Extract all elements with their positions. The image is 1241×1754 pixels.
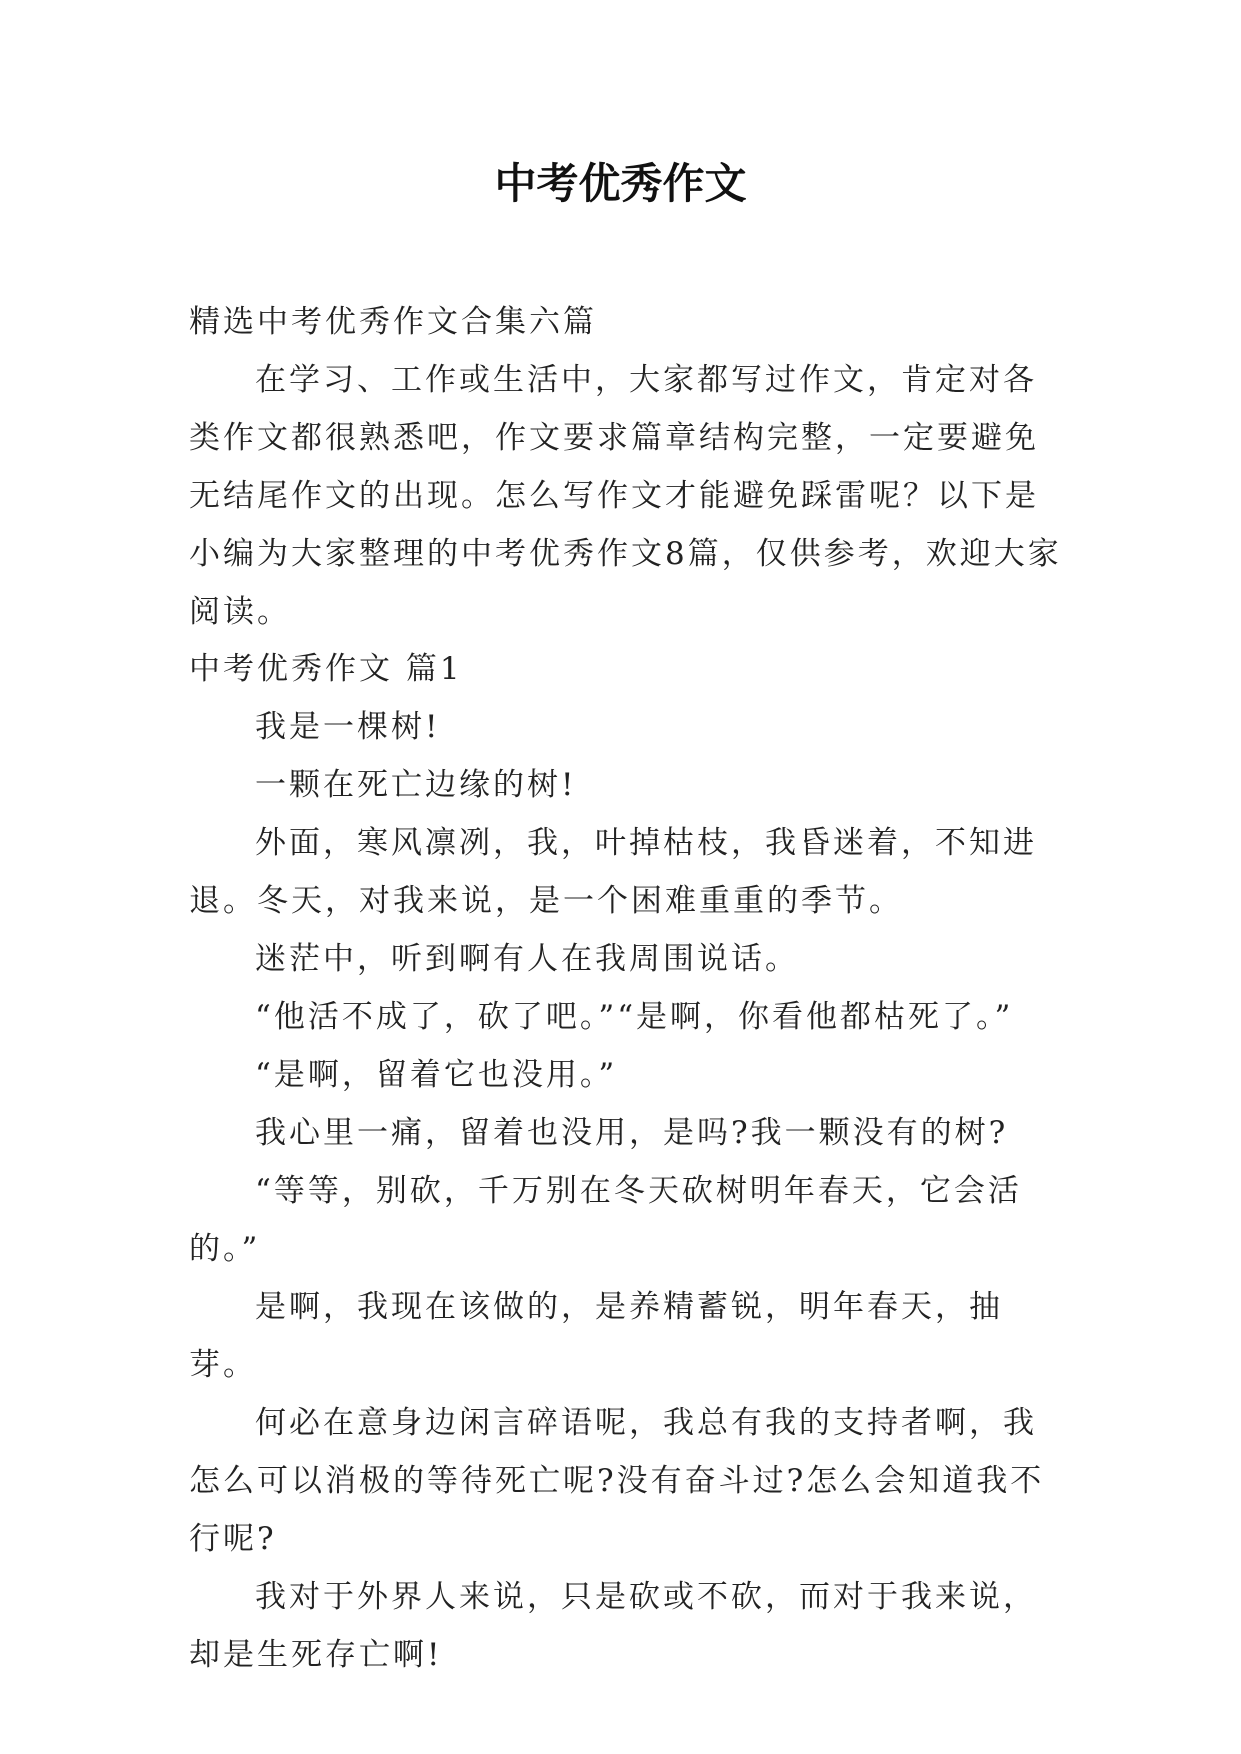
essay-paragraph: “是啊，留着它也没用。” [255,1057,618,1093]
intro-section [189,293,1065,641]
essay-paragraph: “等等，别砍，千万别在冬天砍树明年春天，它会活的。” [189,1173,1022,1267]
essay-paragraph: 是啊，我现在该做的，是养精蓄锐，明年春天，抽芽。 [189,1289,1003,1383]
essay-paragraph: “他活不成了，砍了吧。”“是啊，你看他都枯死了。” [255,999,1014,1035]
page-title: 中考优秀作文 [494,159,747,208]
collection-subtitle: 精选中考优秀作文合集六篇 [189,304,597,340]
essay-heading: 中考优秀作文 篇1 [189,651,463,687]
essay-paragraph: 我对于外界人来说，只是砍或不砍，而对于我来说，却是生死存亡啊! [189,1579,1037,1673]
essay-paragraph: 一颗在死亡边缘的树! [255,767,577,803]
essay-paragraph: 何必在意身边闲言碎语呢，我总有我的支持者啊，我怎么可以消极的等待死亡呢?没有奋斗过?怎么会知道我不行呢? [189,1405,1045,1557]
essay-paragraph: 外面，寒风凛冽，我，叶掉枯枝，我昏迷着，不知进退。冬天，对我来说，是一个困难重重的季节。 [189,825,1037,919]
intro-paragraph: 在学习、工作或生活中，大家都写过作文，肯定对各类作文都很熟悉吧，作文要求篇章结构完整，一定要避免无结尾作文的出现。怎么写作文才能避免踩雷呢？以下是小编为大家整理的中考优秀作文8篇，仅供参考，欢迎大家阅读。 [189,362,1062,630]
essay-paragraph: 我是一棵树! [255,709,441,745]
essay-paragraph: 迷茫中，听到啊有人在我周围说话。 [255,941,799,977]
essay-section [189,640,1065,1684]
essay-paragraph: 我心里一痛，留着也没用，是吗?我一颗没有的树? [255,1115,1009,1151]
